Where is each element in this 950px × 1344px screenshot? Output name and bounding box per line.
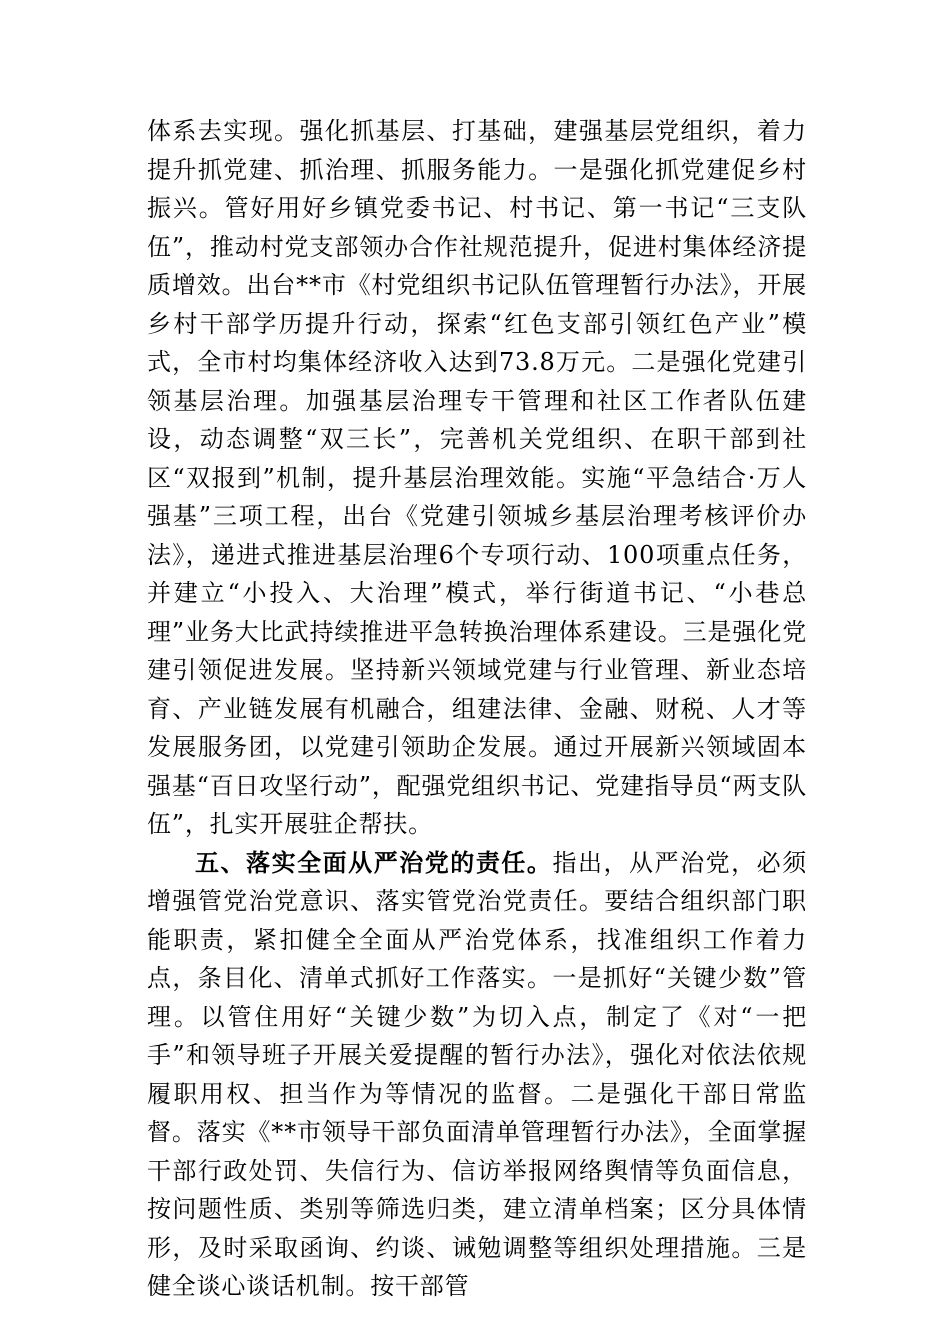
- document-page: [147, 112, 807, 1306]
- body-paragraph: 体系去实现。强化抓基层、打基础，建强基层党组织，着力提升抓党建、抓治理、抓服务能力。一是强化抓党建促乡村振兴。管好用好乡镇党委书记、村书记、第一书记“三支队伍”，推动村党支部领办合作社规范提升，促进村集体经济提质增效。出台**市《村党组织书记队伍管理暂行办法》，开展乡村干部学历提升行动，探索“红色支部引领红色产业”模式，全市村均集体经济收入达到73.8万元。二是强化党建引领基层治理。加强基层治理专干管理和社区工作者队伍建设，动态调整“双三长”，完善机关党组织、在职干部到社区“双报到”机制，提升基层治理效能。实施“平急结合·万人强基”三项工程，出台《党建引领城乡基层治理考核评价办法》，递进式推进基层治理6个专项行动、100项重点任务，并建立“小投入、大治理”模式，举行街道书记、“小巷总理”业务大比武持续推进平急转换治理体系建设。三是强化党建引领促进发展。坚持新兴领域党建与行业管理、新业态培育、产业链发展有机融合，组建法律、金融、财税、人才等发展服务团，以党建引领助企发展。通过开展新兴领域固本强基“百日攻坚行动”，配强党组织书记、党建指导员“两支队伍”，扎实开展驻企帮扶。: [147, 117, 807, 838]
- section-heading: 五、落实全面从严治党的责任。: [195, 848, 553, 877]
- section-paragraph-five: [147, 844, 807, 1306]
- section-body: 指出，从严治党，必须增强管党治党意识、落实管党治党责任。要结合组织部门职能职责，紧扣健全全面从严治党体系，找准组织工作着力点，条目化、清单式抓好工作落实。一是抓好“关键少数”管理。以管住用好“关键少数”为切入点，制定了《对“一把手”和领导班子开展关爱提醒的暂行办法》，强化对依法依规履职用权、担当作为等情况的监督。二是强化干部日常监督。落实《**市领导干部负面清单管理暂行办法》，全面掌握干部行政处罚、失信行为、信访举报网络舆情等负面信息，按问题性质、类别等筛选归类，建立清单档案；区分具体情形，及时采取函询、约谈、诫勉调整等组织处理措施。三是健全谈心谈话机制。按干部管: [147, 848, 808, 1300]
